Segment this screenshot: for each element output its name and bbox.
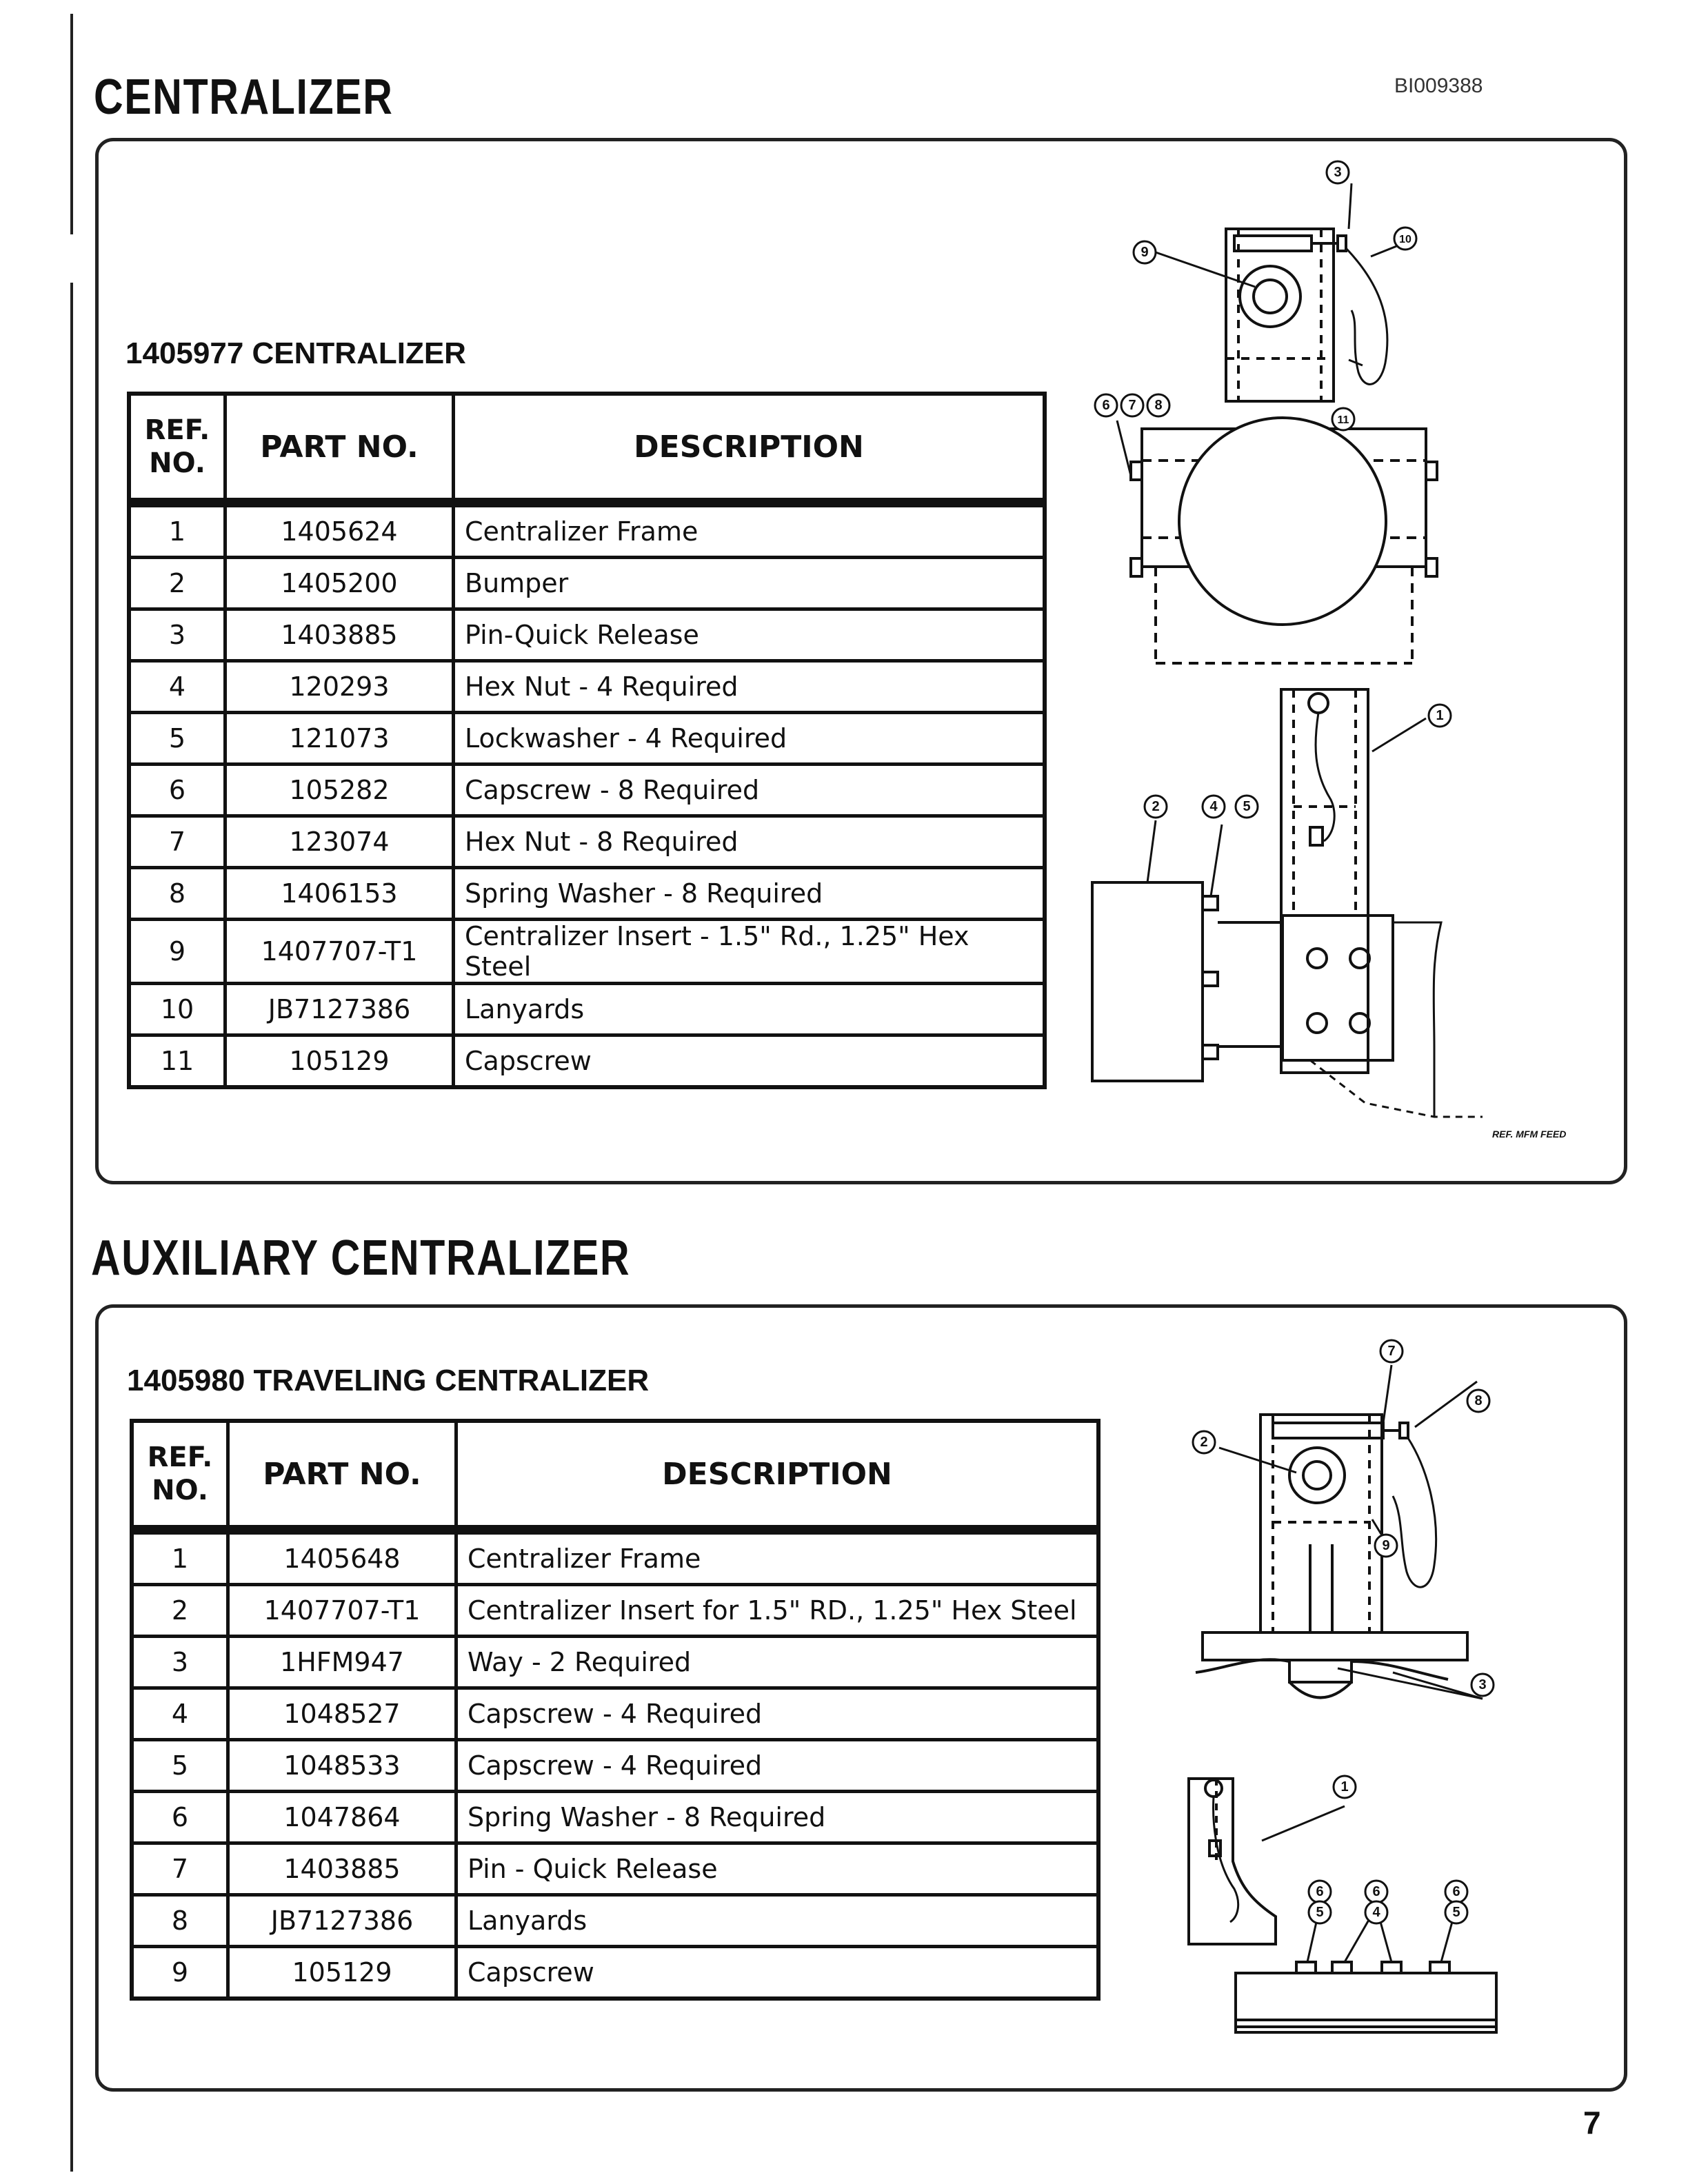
part-number-cell: 1405624 [225,503,454,558]
description-cell: Hex Nut - 8 Required [454,816,1045,868]
description-cell: Centralizer Frame [454,503,1045,558]
mounting-plate [1283,916,1393,1060]
centralizer-assembly-title: 1405977 CENTRALIZER [125,336,466,370]
bolt-hole [1307,1013,1327,1033]
ref-cell: 11 [129,1035,225,1088]
callout-label: 9 [1382,1538,1390,1553]
ref-cell: 10 [129,984,225,1035]
pin-end [1205,1780,1222,1797]
quick-release-pin [1312,236,1346,251]
table-row [132,1530,1098,1585]
section-heading-centralizer: CENTRALIZER [94,70,394,125]
ref-cell: 4 [132,1688,228,1740]
description-cell: Lockwasher - 4 Required [454,713,1045,765]
table-row [132,1895,1098,1947]
part-number-cell: 105282 [225,765,454,816]
part-number-cell: JB7127386 [228,1895,456,1947]
pin-bar [1234,236,1312,251]
table-row [132,1792,1098,1843]
description-cell: Pin - Quick Release [456,1843,1099,1895]
ref-cell: 7 [129,816,225,868]
capscrew-head [1296,1962,1316,1973]
callout-label: 3 [1334,165,1342,180]
base-plate [1203,1632,1467,1660]
description-cell: Lanyards [454,984,1045,1035]
description-cell: Capscrew - 8 Required [454,765,1045,816]
table-row [129,920,1045,984]
feed-reference-note: REF. MFM FEED [1492,1129,1567,1140]
part-number-cell: 1406153 [225,868,454,920]
description-cell: Capscrew - 4 Required [456,1688,1099,1740]
section-heading-auxiliary: AUXILIARY CENTRALIZER [91,1231,631,1286]
ref-cell: 8 [129,868,225,920]
bolt-hole [1307,949,1327,968]
table-row [132,1688,1098,1740]
callout-label: 11 [1337,414,1349,426]
callout-label: 6 [1452,1884,1460,1899]
ref-cell: 2 [129,558,225,609]
page-number: 7 [1583,2105,1601,2141]
capscrew-head [1310,827,1323,845]
centralizer-parts-table [127,392,1047,1089]
leader-line [1147,820,1156,882]
nut [1203,972,1218,986]
callout-label: 1 [1340,1779,1349,1794]
callout-label: 5 [1243,799,1251,814]
table-row [132,1637,1098,1688]
part-number-cell: 1403885 [228,1843,456,1895]
table-row [129,1035,1045,1088]
callout-label: 7 [1128,398,1136,413]
insert-ring [1289,1448,1345,1503]
leader-line [1156,252,1255,287]
bolt-hole [1350,1013,1369,1033]
callout-label: 4 [1372,1905,1380,1920]
table-row [129,816,1045,868]
callout-label: 1 [1436,708,1444,723]
lanyard-cable [1346,248,1387,384]
table-row [129,868,1045,920]
table-row [129,558,1045,609]
description-cell: Spring Washer - 8 Required [454,868,1045,920]
leader-line [1372,718,1426,751]
quick-release-pin [1383,1423,1408,1438]
ref-cell: 6 [132,1792,228,1843]
ref-cell: 1 [129,503,225,558]
callout-label: 2 [1152,799,1160,814]
binding-margin-line [70,283,73,2172]
table-row [129,713,1045,765]
description-cell: Centralizer Insert for 1.5" RD., 1.25" Hex Steel [456,1585,1099,1637]
part-number-cell: 1403885 [225,609,454,661]
part-number-cell: 1407707-T1 [228,1585,456,1637]
document-id: BI009388 [1394,74,1483,97]
description-cell: Bumper [454,558,1045,609]
leader-line [1211,825,1222,896]
col-header-description: DESCRIPTION [454,394,1045,503]
callout-label: 6 [1372,1884,1380,1899]
leader-line [1262,1806,1345,1841]
callout-label: 5 [1452,1905,1460,1920]
part-number-cell: 105129 [228,1947,456,1999]
leader-line [1338,1668,1483,1699]
ref-cell: 7 [132,1843,228,1895]
way-guide [1196,1659,1448,1682]
description-cell: Pin-Quick Release [454,609,1045,661]
centralizer-exploded-diagram [1076,152,1614,1144]
description-cell: Lanyards [456,1895,1099,1947]
lanyard-cable [1316,713,1334,841]
ref-cell: 9 [132,1947,228,1999]
description-cell: Centralizer Insert - 1.5" Rd., 1.25" Hex Steel [454,920,1045,984]
ref-cell: 5 [129,713,225,765]
col-header-part: PART NO. [228,1421,456,1530]
col-header-ref: REF. NO. [129,394,225,503]
table-row [132,1947,1098,1999]
col-header-part: PART NO. [225,394,454,503]
callout-label: 4 [1209,799,1218,814]
capscrew-head [1430,1962,1449,1973]
frame-upper-tower [1226,229,1334,401]
leader-line [1383,1365,1391,1423]
callout-label: 3 [1478,1677,1487,1692]
part-number-cell: 120293 [225,661,454,713]
feed-outline [1393,922,1441,1117]
col-header-ref: REF. NO. [132,1421,228,1530]
nut [1131,462,1142,480]
ref-cell: 8 [132,1895,228,1947]
ref-cell: 3 [132,1637,228,1688]
table-row [132,1585,1098,1637]
callout-label: 6 [1316,1884,1324,1899]
capscrew-head [1382,1962,1401,1973]
col-header-description: DESCRIPTION [456,1421,1099,1530]
nut [1426,558,1437,576]
callout-label: 10 [1399,234,1411,245]
ref-cell: 9 [129,920,225,984]
description-cell: Spring Washer - 8 Required [456,1792,1099,1843]
nut [1203,896,1218,910]
callout-label: 6 [1102,398,1110,413]
part-number-cell: JB7127386 [225,984,454,1035]
leader-line [1349,183,1352,229]
callout-label: 8 [1154,398,1163,413]
description-cell: Way - 2 Required [456,1637,1099,1688]
leader-line [1117,421,1131,476]
insert-ring [1240,266,1300,327]
binding-margin-line [70,14,73,234]
lanyard-cable [1393,1438,1436,1587]
pin-end [1309,694,1328,713]
part-number-cell: 1405200 [225,558,454,609]
ref-cell: 3 [129,609,225,661]
ref-cell: 2 [132,1585,228,1637]
callout-label: 5 [1316,1905,1324,1920]
pin-bar [1273,1423,1383,1438]
table-row [132,1740,1098,1792]
nut [1203,1045,1218,1059]
part-number-cell: 1HFM947 [228,1637,456,1688]
callout-label: 7 [1387,1344,1396,1359]
part-number-cell: 121073 [225,713,454,765]
table-row [132,1843,1098,1895]
ref-cell: 1 [132,1530,228,1585]
table-row [129,503,1045,558]
bolt-hole [1350,949,1369,968]
ref-cell: 6 [129,765,225,816]
table-row [129,984,1045,1035]
callout-label: 9 [1141,245,1149,260]
table-row [129,609,1045,661]
part-number-cell: 1407707-T1 [225,920,454,984]
nut [1131,558,1142,576]
bumper-block [1092,882,1203,1081]
centralizer-disc [1179,418,1386,625]
description-cell: Capscrew [454,1035,1045,1088]
description-cell: Capscrew [456,1947,1099,1999]
ref-cell: 4 [129,661,225,713]
way-guide [1289,1682,1352,1698]
traveling-centralizer-diagram [1172,1337,1558,2054]
callout-label: 8 [1474,1393,1483,1408]
part-number-cell: 1048527 [228,1688,456,1740]
traveling-centralizer-title: 1405980 TRAVELING CENTRALIZER [127,1364,650,1397]
part-number-cell: 123074 [225,816,454,868]
description-cell: Capscrew - 4 Required [456,1740,1099,1792]
ref-cell: 5 [132,1740,228,1792]
insert-bore [1254,280,1287,313]
table-row [129,765,1045,816]
table-row [129,661,1045,713]
nut [1426,462,1437,480]
callout-label: 2 [1200,1435,1208,1450]
capscrew-head [1332,1962,1352,1973]
part-number-cell: 1405648 [228,1530,456,1585]
feed-reference-line [1310,1060,1483,1117]
part-number-cell: 1047864 [228,1792,456,1843]
part-number-cell: 1048533 [228,1740,456,1792]
base-rail [1236,1973,1496,2032]
traveling-centralizer-parts-table [130,1419,1101,2001]
leader-line [1219,1448,1296,1473]
part-number-cell: 105129 [225,1035,454,1088]
description-cell: Centralizer Frame [456,1530,1099,1585]
description-cell: Hex Nut - 4 Required [454,661,1045,713]
insert-bore [1303,1462,1331,1489]
